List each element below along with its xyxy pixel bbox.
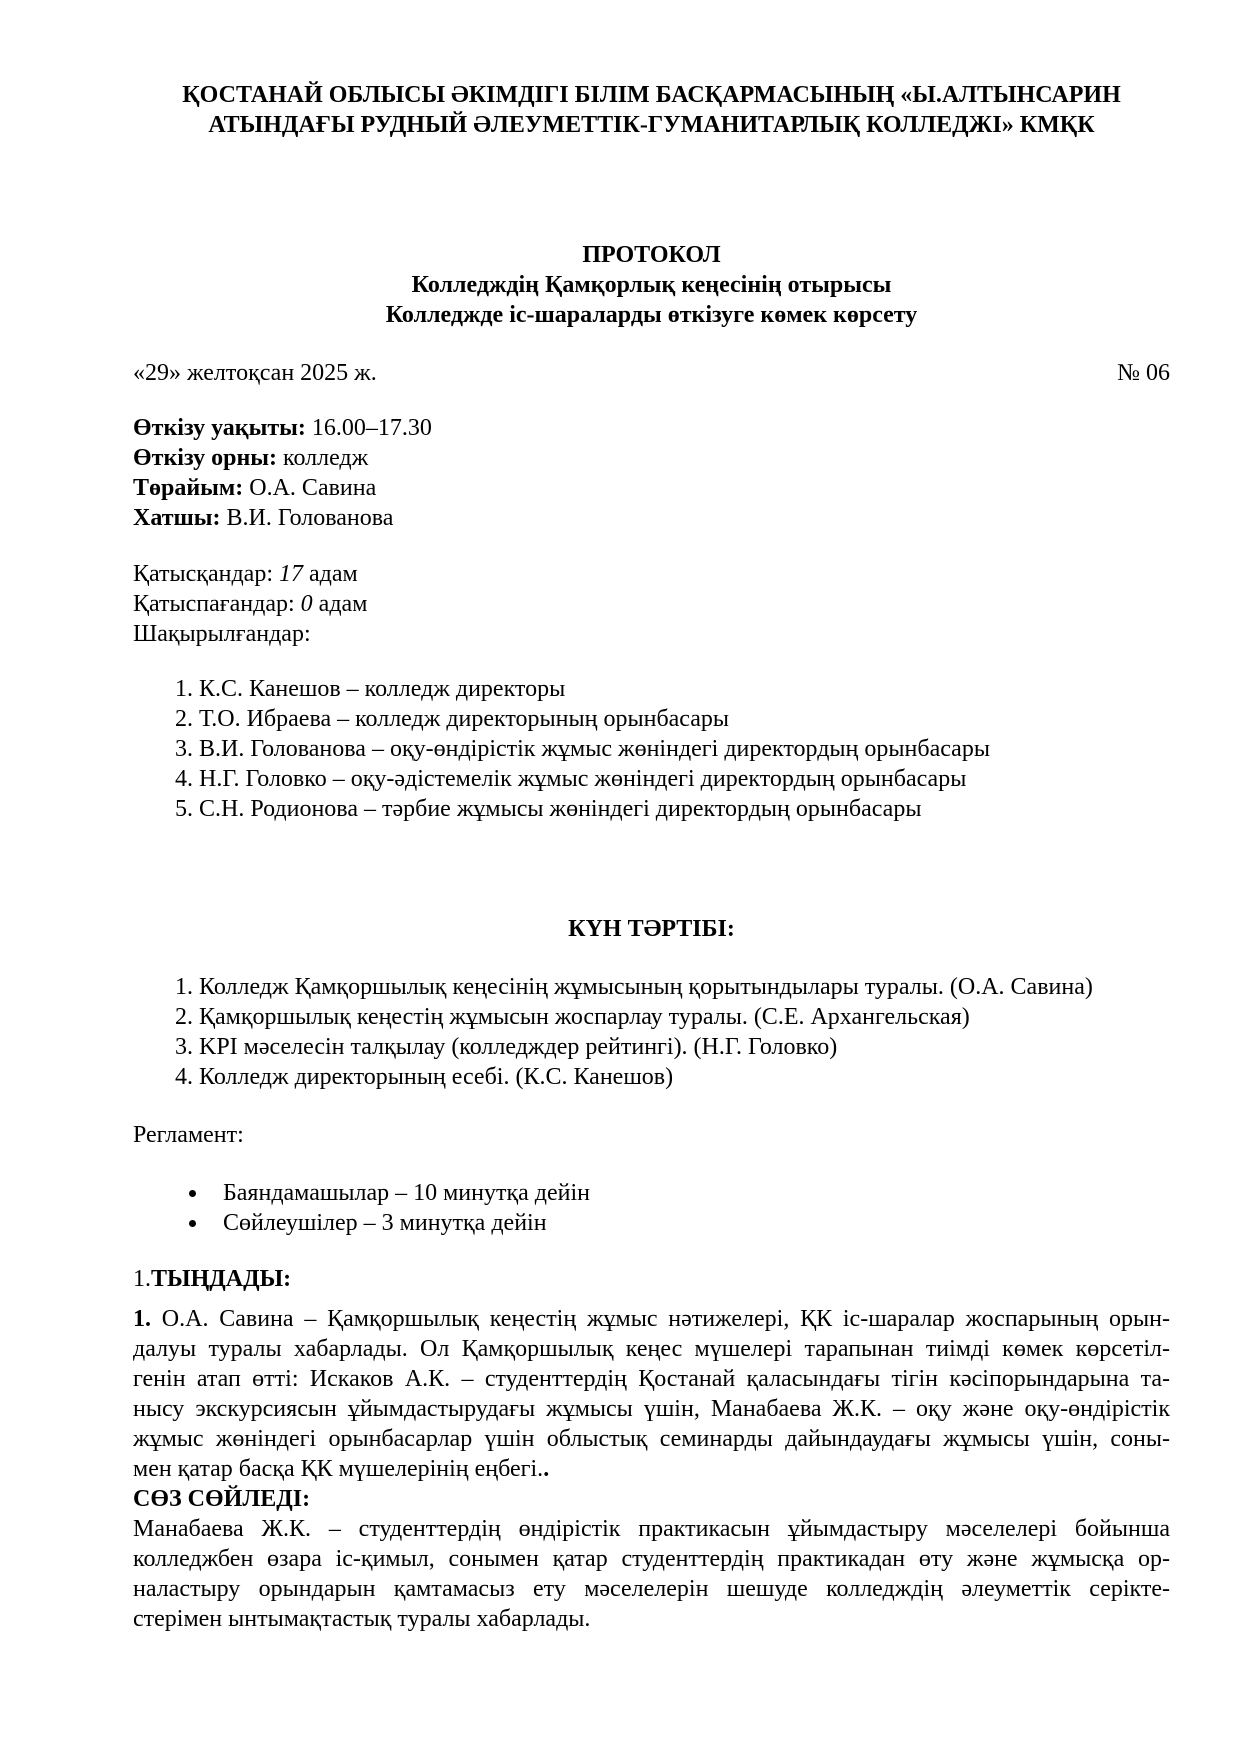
invited-item: 2. Т.О. Ибраева – колледж директорының орынбасары [199, 704, 1170, 734]
detail-chair-value: О.А. Савина [249, 475, 377, 501]
section-heard-number: 1. [133, 1266, 151, 1292]
organization-name-line2: АТЫНДАҒЫ РУДНЫЙ ӘЛЕУМЕТТІК-ГУМАНИТАРЛЫҚ КОЛЛЕДЖІ» КМҚК [208, 112, 1095, 138]
protocol-number: № 06 [1117, 360, 1170, 386]
agenda-item: 3. KPI мәселесін талқылау (колледждер рейтингі). (Н.Г. Головко) [199, 1032, 1170, 1062]
attendance-absent-label: Қатыспағандар: [133, 591, 295, 617]
meeting-details [133, 413, 1170, 533]
invited-list [133, 674, 1170, 824]
reglament-item: • Сөйлеушілер – 3 минутқа дейін [209, 1208, 1170, 1238]
document-subtitle-line2: Колледжде іс-шараларды өткізуге көмек көрсету [385, 302, 918, 328]
reglament-label: Регламент: [133, 1122, 244, 1148]
invited-item: 5. С.Н. Родионова – тәрбие жұмысы жөніндегі директордың орынбасары [199, 794, 1170, 824]
agenda-item: 4. Колледж директорының есебі. (К.С. Канешов) [199, 1062, 1170, 1092]
section-heard-title: ТЫҢДАДЫ: [151, 1266, 292, 1292]
heard-lead-number: 1. [133, 1306, 151, 1332]
heard-paragraph [133, 1304, 1170, 1484]
paragraph-line: жұмыс жөніндегі орынбасарлар үшін облыстық семинарды дайындаудағы жұмысы үшін, соны- [133, 1426, 1170, 1452]
organization-header [133, 80, 1170, 140]
detail-chair [133, 473, 1170, 503]
date-number-row [133, 358, 1170, 388]
attendance-present-count: 17 [279, 561, 303, 587]
agenda-list [133, 972, 1170, 1092]
detail-place-value: колледж [283, 445, 369, 471]
reglament-item: • Баяндамашылар – 10 минутқа дейін [209, 1178, 1170, 1208]
organization-name-line1: ҚОСТАНАЙ ОБЛЫСЫ ӘКІМДІГІ БІЛІМ БАСҚАРМАСЫНЫҢ «Ы.АЛТЫНСАРИН [182, 82, 1121, 108]
detail-time [133, 413, 1170, 443]
speech-heading: СӨЗ СӨЙЛЕДІ: [133, 1486, 311, 1512]
detail-secretary-value: В.И. Голованова [226, 505, 394, 531]
paragraph-line: наластыру орындарын қамтамасыз ету мәселелерін шешуде колледждің әлеуметтік серікте- [133, 1576, 1170, 1602]
paragraph-line: генін атап өтті: Искаков А.К. – студенттердің Қостанай қаласындағы тігін кәсіпорындарына та- [133, 1366, 1170, 1392]
section-heard-heading [133, 1264, 1170, 1294]
invited-item: 4. Н.Г. Головко – оқу-әдістемелік жұмыс жөніндегі директордың орынбасары [199, 764, 1170, 794]
paragraph-line: стерімен ынтымақтастық туралы хабарлады. [133, 1606, 591, 1632]
paragraph-line: Манабаева Ж.К. – студенттердің өндірістік практикасын ұйымдастыру мәселелері бойынша [133, 1516, 1170, 1542]
attendance-absent-count: 0 [300, 591, 313, 617]
invited-item: 3. В.И. Голованова – оқу-өндірістік жұмыс жөніндегі директордың орынбасары [199, 734, 1170, 764]
document-date: «29» желтоқсан 2025 ж. [133, 360, 377, 386]
paragraph-line: мен қатар басқа ҚК мүшелерінің еңбегі.. [133, 1456, 550, 1482]
document-title: ПРОТОКОЛ [582, 242, 721, 268]
detail-time-label: Өткізу уақыты: [133, 415, 306, 441]
paragraph-line: колледжбен өзара іс-қимыл, сонымен қатар студенттердің практикадан өту және жұмысқа ор- [133, 1546, 1170, 1572]
heard-bold-period: . [543, 1456, 550, 1482]
detail-place [133, 443, 1170, 473]
agenda-item: 2. Қамқоршылық кеңестің жұмысын жоспарлау туралы. (С.Е. Архангельская) [199, 1002, 1170, 1032]
document-title-block [133, 240, 1170, 330]
paragraph-line: нысу экскурсиясын ұйымдастырудағы жұмысы үшін, Манабаева Ж.К. – оқу және оқу-өндірістік [133, 1396, 1170, 1422]
speech-paragraph [133, 1514, 1170, 1634]
attendance-absent [133, 589, 1170, 619]
agenda-item: 1. Колледж Қамқоршылық кеңесінің жұмысының қорытындылары туралы. (О.А. Савина) [199, 972, 1170, 1002]
detail-secretary [133, 503, 1170, 533]
detail-chair-label: Төрайым: [133, 475, 244, 501]
attendance-present-suffix: адам [309, 561, 358, 587]
detail-secretary-label: Хатшы: [133, 505, 221, 531]
attendance-block [133, 559, 1170, 649]
document-subtitle-line1: Колледждің Қамқорлық кеңесінің отырысы [411, 272, 892, 298]
detail-time-value: 16.00–17.30 [311, 415, 432, 441]
paragraph-line: далуы туралы хабарлады. Ол Қамқоршылық кеңес мүшелері тарапынан тиімді көмек көрсетіл- [133, 1336, 1170, 1362]
attendance-absent-suffix: адам [318, 591, 368, 617]
attendance-present-label: Қатысқандар: [133, 561, 273, 587]
agenda-title: КҮН ТӘРТІБІ: [568, 916, 735, 942]
reglament-list [133, 1178, 1170, 1238]
attendance-present [133, 559, 1170, 589]
paragraph-line: 1. О.А. Савина – Қамқоршылық кеңестің жұмыс нәтижелері, ҚК іс-шаралар жоспарының орын- [133, 1306, 1170, 1332]
invited-item: 1. К.С. Канешов – колледж директоры [199, 674, 1170, 704]
invited-label: Шақырылғандар: [133, 621, 311, 647]
detail-place-label: Өткізу орны: [133, 445, 277, 471]
